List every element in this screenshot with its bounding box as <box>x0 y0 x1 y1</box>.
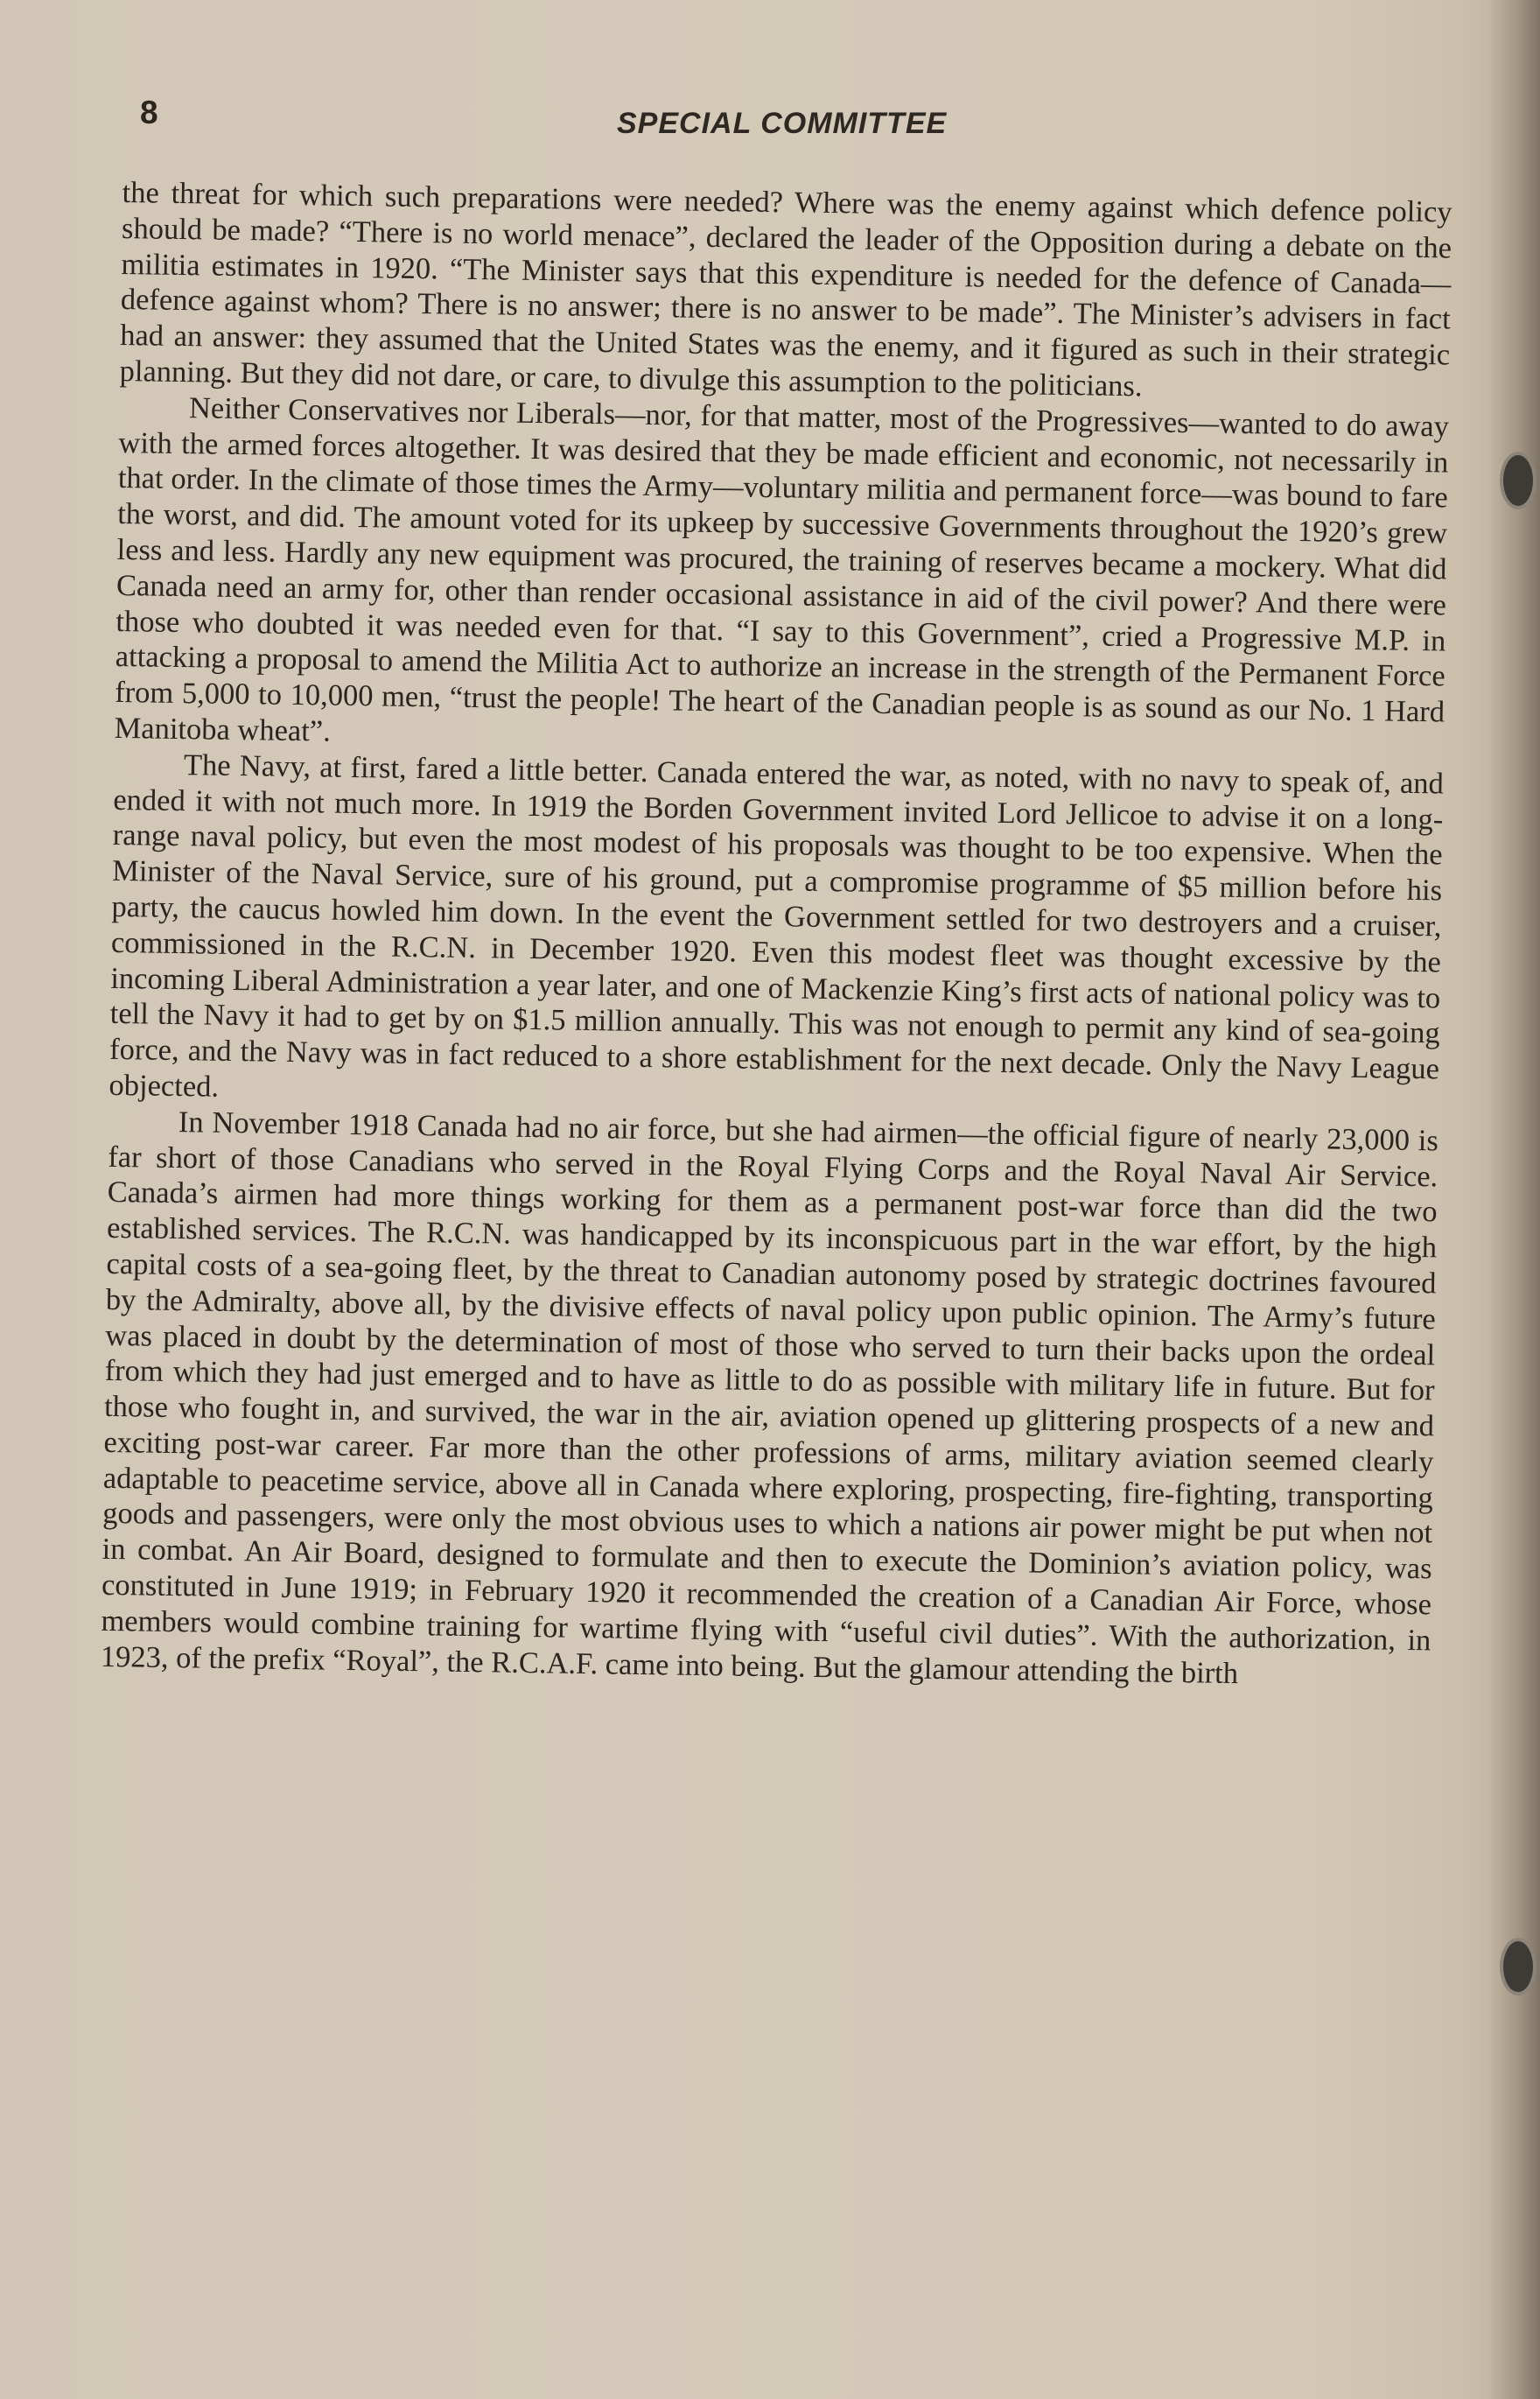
page-gutter-shadow <box>1488 0 1540 2399</box>
running-head: SPECIAL COMMITTEE <box>617 107 948 140</box>
paragraph-continued: the threat for which such preparations were needed? Where was the enemy against which defence policy should be made? “There is no world menace”, declared the leader of the Opposition during a debate on the militia estimates in 1920. “The Minister says that this expenditure is needed for the defence of Canada—defence against whom? There is no answer; there is no answer to be made”. The Minister’s advisers in fact had an answer: they assumed that the United States was the enemy, and it figured as such in their strategic planning. But they did not dare, or care, to divulge this assumption to the politicians. <box>119 175 1452 403</box>
binding-hole-top <box>1503 455 1533 506</box>
paragraph-parties: Neither Conservatives nor Liberals—nor, for that matter, most of the Progressives—wanted to do away with the armed forces altogether. It was desired that they be made efficient and economic, not necessarily in that order. In the climate of those times the Army—voluntary militia and permanent force—was bound to fare the worst, and did. The amount voted for its upkeep by successive Governments throughout the 1920’s grew less and less. Hardly any new equipment was procured, the training of reserves became a mockery. What did Canada need an army for, other than render occasional assistance in aid of the civil power? And there were those who doubted it was needed even for that. “I say to this Government”, cried a Progressive M.P. in attacking a proposal to amend the Militia Act to authorize an increase in the strength of the Permanent Force from 5,000 to 10,000 men, “trust the people! The heart of the Canadian people is as sound as our No. 1 Hard Manitoba wheat”. <box>114 390 1450 748</box>
page-number: 8 <box>140 95 158 130</box>
paragraph-air-force: In November 1918 Canada had no air force, but she had airmen—the official figure of nearly 23,000 is far short of those Canadians who served in the Royal Flying Corps and the Royal Naval Air Service. Canada’s airmen had more things working for them as a permanent post-war force than did the two established services. The R.C.N. was handicapped by its inconspicuous part in the war effort, by the high capital costs of a sea-going fleet, by the threat to Canadian autonomy posed by strategic doctrines favoured by the Admiralty, above all, by the divisive effects of naval policy upon public opinion. The Army’s future was placed in doubt by the determination of most of those who served to turn their backs upon the ordeal from which they had just emerged and to have as little to do as possible with military life in future. But for those who fought in, and survived, the war in the air, aviation opened up glittering prospects of a new and exciting post-war career. Far more than the other professions of arms, military aviation seemed clearly adaptable to peacetime service, above all in Canada where exploring, prospecting, fire-fighting, transporting goods and passengers, were only the most obvious uses to which a nations air power might be put when not in combat. An Air Board, designed to formulate and then to execute the Dominion’s aviation policy, was constituted in June 1919; in February 1920 it recommended the creation of a Canadian Air Force, whose members would combine training for wartime flying with “useful civil duties”. With the authorization, in 1923, of the prefix “Royal”, the R.C.A.F. came into being. But the glamour attending the birth <box>100 1105 1439 1690</box>
body-text <box>101 175 1452 1694</box>
paragraph-navy: The Navy, at first, fared a little better. Canada entered the war, as noted, with no navy to speak of, and ended it with not much more. In 1919 the Borden Government invited Lord Jellicoe to advise it on a long-range naval policy, but even the most modest of his proposals was thought to be too expensive. When the Minister of the Naval Service, sure of his ground, put a compromise programme of $5 million before his party, the caucus howled him down. In the event the Government settled for two destroyers and a cruiser, commissioned in the R.C.N. in December 1920. Even this modest fleet was thought excessive by the incoming Liberal Administration a year later, and one of Mackenzie King’s first acts of national policy was to tell the Navy it had to get by on $1.5 million annually. This was not enough to permit any kind of sea-going force, and the Navy was in fact reduced to a shore establishment for the next decade. Only the Navy League objected. <box>108 747 1445 1104</box>
binding-hole-bottom <box>1503 1941 1533 1992</box>
